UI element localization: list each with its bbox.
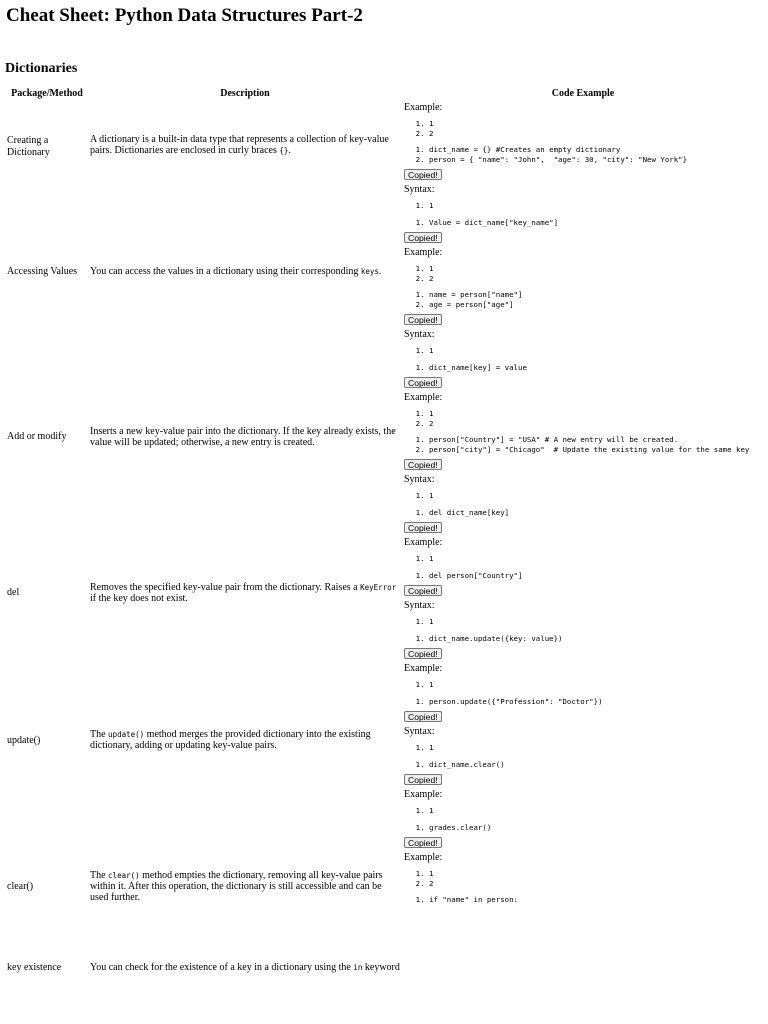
section-title: Dictionaries [5, 61, 78, 76]
syntax-label: Syntax: [404, 474, 435, 485]
code-column [404, 102, 768, 905]
copy-button[interactable]: Copied! [404, 314, 442, 325]
line-number: 2. 2 [429, 419, 768, 429]
code-line: 1. del dict_name[key] [429, 508, 768, 518]
example-label: Example: [404, 537, 443, 548]
line-numbers [404, 201, 768, 211]
line-number: 2. 2 [429, 879, 768, 889]
description-text: keyword [362, 962, 400, 973]
method-description [90, 962, 400, 973]
copy-button[interactable]: Copied! [404, 169, 442, 180]
code-line: 1. person["Country"] = "USA" # A new entry will be created. [429, 435, 768, 445]
line-number: 1. 1 [429, 743, 768, 753]
line-numbers [404, 409, 768, 428]
method-name: Add or modify [7, 431, 67, 442]
line-number: 1. 1 [429, 119, 768, 129]
method-description [90, 729, 400, 751]
inline-code: clear() [108, 871, 140, 880]
example-label: Example: [404, 102, 443, 113]
line-numbers [404, 680, 768, 690]
inline-code: in [353, 963, 363, 972]
code-block [404, 634, 768, 644]
line-numbers [404, 264, 768, 283]
description-text: if the key does not exist. [90, 593, 188, 604]
line-number: 1. 1 [429, 491, 768, 501]
line-numbers [404, 869, 768, 888]
code-line: 2. age = person["age"] [429, 300, 768, 310]
line-number: 1. 1 [429, 554, 768, 564]
description-text: . [288, 145, 291, 156]
method-name: Accessing Values [7, 266, 78, 277]
method-name: Creating a Dictionary [7, 135, 50, 158]
copy-button[interactable]: Copied! [404, 837, 442, 848]
copy-button[interactable]: Copied! [404, 377, 442, 388]
description-text: You can check for the existence of a key in a dictionary using the [90, 962, 354, 973]
code-line: 1. dict_name.update({key: value}) [429, 634, 768, 644]
code-block [404, 508, 768, 518]
method-name: del [7, 587, 20, 598]
method-name: update() [7, 735, 41, 746]
header-description: Description [220, 88, 270, 99]
line-numbers [404, 554, 768, 564]
syntax-label: Syntax: [404, 329, 435, 340]
code-block [404, 823, 768, 833]
code-block [404, 760, 768, 770]
code-line: 1. if "name" in person: [429, 895, 768, 905]
line-numbers [404, 806, 768, 816]
method-name: clear() [7, 881, 34, 892]
inline-code: KeyError [360, 583, 397, 592]
syntax-label: Syntax: [404, 600, 435, 611]
line-number: 2. 2 [429, 274, 768, 284]
line-numbers [404, 617, 768, 627]
description-text: The [90, 729, 109, 740]
line-numbers [404, 346, 768, 356]
line-number: 1. 1 [429, 869, 768, 879]
inline-code: {} [279, 146, 289, 155]
line-numbers [404, 119, 768, 138]
method-description [90, 870, 400, 903]
line-number: 2. 2 [429, 129, 768, 139]
method-description [90, 426, 400, 448]
example-label: Example: [404, 663, 443, 674]
code-line: 2. person["city"] = "Chicago" # Update the existing value for the same key [429, 445, 768, 455]
method-description [90, 582, 400, 604]
code-line: 1. person.update({"Profession": "Doctor"}) [429, 697, 768, 707]
code-line: 2. person = { "name": "John", "age": 30, "city": "New York"} [429, 155, 768, 165]
copy-button[interactable]: Copied! [404, 232, 442, 243]
example-label: Example: [404, 789, 443, 800]
copy-button[interactable]: Copied! [404, 522, 442, 533]
line-number: 1. 1 [429, 201, 768, 211]
method-description [90, 134, 400, 156]
description-text: The [90, 870, 109, 881]
description-text: . [378, 266, 382, 277]
method-description [90, 266, 400, 277]
code-line: 1. dict_name[key] = value [429, 363, 768, 373]
line-number: 1. 1 [429, 264, 768, 274]
description-text: method merges the provided dictionary into the existing dictionary, adding or updating key-value pairs. [90, 729, 371, 751]
line-number: 1. 1 [429, 346, 768, 356]
line-numbers [404, 743, 768, 753]
copy-button[interactable]: Copied! [404, 648, 442, 659]
line-number: 1. 1 [429, 617, 768, 627]
example-label: Example: [404, 247, 443, 258]
copy-button[interactable]: Copied! [404, 711, 442, 722]
description-text: method empties the dictionary, removing all key-value pairs within it. After this operation, the dictionary is still accessible and can be used further. [90, 870, 383, 903]
syntax-label: Syntax: [404, 184, 435, 195]
code-block [404, 697, 768, 707]
code-block [404, 218, 768, 228]
code-block [404, 145, 768, 164]
code-line: 1. dict_name.clear() [429, 760, 768, 770]
line-numbers [404, 491, 768, 501]
page-title: Cheat Sheet: Python Data Structures Part-2 [6, 5, 363, 26]
copy-button[interactable]: Copied! [404, 774, 442, 785]
copy-button[interactable]: Copied! [404, 585, 442, 596]
code-line: 1. Value = dict_name["key_name"] [429, 218, 768, 228]
syntax-label: Syntax: [404, 726, 435, 737]
line-number: 1. 1 [429, 806, 768, 816]
example-label: Example: [404, 852, 443, 863]
method-name: key existence [7, 962, 62, 973]
code-line: 1. del person["Country"] [429, 571, 768, 581]
example-label: Example: [404, 392, 443, 403]
line-number: 1. 1 [429, 409, 768, 419]
code-line: 1. dict_name = {} #Creates an empty dictionary [429, 145, 768, 155]
code-line: 1. name = person["name"] [429, 290, 768, 300]
header-package: Package/Method [11, 88, 83, 99]
description-text: You can access the values in a dictionary using their corresponding [90, 266, 361, 277]
description-text: A dictionary is a built-in data type that represents a collection of key-value pairs. Dictionaries are enclosed in curly braces [90, 134, 389, 156]
code-block [404, 435, 768, 454]
header-code-example: Code Example [551, 88, 615, 99]
code-block [404, 290, 768, 309]
code-line: 1. grades.clear() [429, 823, 768, 833]
line-number: 1. 1 [429, 680, 768, 690]
code-block [404, 895, 768, 905]
code-block [404, 363, 768, 373]
inline-code: update() [108, 730, 145, 739]
description-text: Inserts a new key-value pair into the dictionary. If the key already exists, the value will be updated; otherwise, a new entry is created. [90, 426, 396, 448]
copy-button[interactable]: Copied! [404, 459, 442, 470]
inline-code: keys [360, 267, 379, 276]
description-text: Removes the specified key-value pair from the dictionary. Raises a [90, 582, 361, 593]
code-block [404, 571, 768, 581]
